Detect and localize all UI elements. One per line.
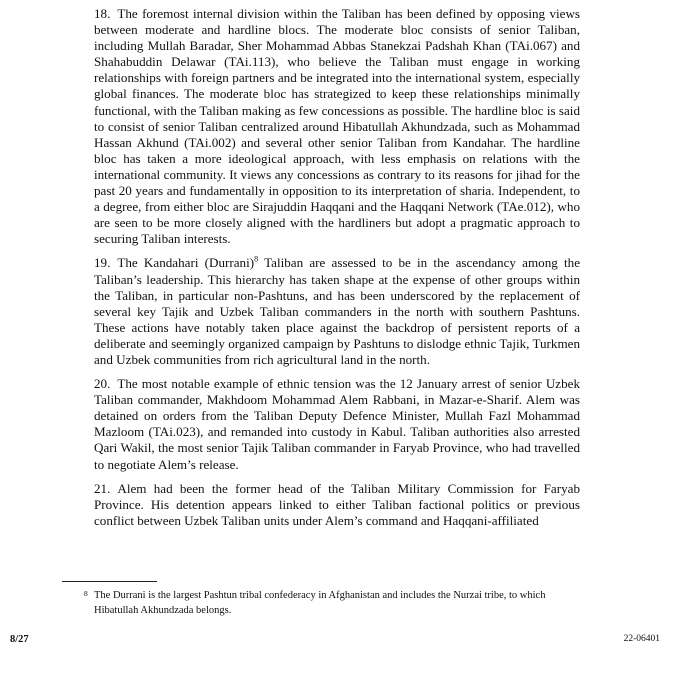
paragraph-number: 20.: [94, 376, 111, 392]
paragraph-18: [94, 6, 580, 247]
paragraph-text-end: Taliban are assessed to be in the ascendancy among the Taliban’s leadership. This hierarchy has taken shape at the expense of other groups within the Taliban, in particular non-Pashtuns, and has been underscored by the replacement of several key Tajik and Uzbek Taliban commanders in the north with southern Pashtuns. These actions have notably taken place against the backdrop of persistent reports of a deliberate and seemingly organized campaign by Pashtuns to dislodge ethnic Tajik, Turkmen and Uzbek communities from rich agricultural land in the north.: [94, 255, 581, 367]
paragraph-text: The most notable example of ethnic tension was the 12 January arrest of senior Uzbek Taliban commander, Makhdoom Mohammad Alem Rabbani, in Mazar-e-Sharif. Alem was detained on orders from the Taliban Deputy Defence Minister, Mullah Fazl Mohammad Mazloom (TAi.023), and remanded into custody in Kabul. Taliban authorities also arrested Qari Wakil, the most senior Tajik Taliban commander in Faryab Province, who had travelled to negotiate Alem’s release.: [94, 376, 580, 472]
document-code: 22-06401: [623, 634, 660, 644]
footnote-text: The Durrani is the largest Pashtun tribal confederacy in Afghanistan and includes the Nurzai tribe, to which Hibatullah Akhundzada belongs.: [94, 590, 546, 616]
paragraph-number: 18.: [94, 6, 111, 21]
paragraph-number: 21.: [94, 480, 111, 496]
paragraph-19: [94, 255, 580, 368]
page-number: 8/27: [10, 634, 29, 645]
footnote-mark: 8: [84, 589, 88, 598]
footnote: [84, 589, 564, 618]
footnote-reference[interactable]: 8: [254, 255, 259, 265]
footnote-divider: [62, 581, 157, 582]
paragraph-21: [94, 481, 580, 529]
paragraph-text-start: The Kandahari (Durrani): [117, 255, 255, 271]
paragraph-number: 19.: [94, 255, 111, 271]
paragraph-20: [94, 376, 580, 473]
paragraph-text: Alem had been the former head of the Taliban Military Commission for Faryab Province. His detention appears linked to either Taliban factional politics or previous conflict between Uzbek Taliban units under Alem’s command and Haqqani-affiliated: [94, 480, 580, 528]
body-text: [94, 6, 580, 537]
paragraph-text: The foremost internal division within the Taliban has been defined by opposing views between moderate and hardline blocs. The moderate bloc consists of senior Taliban, including Mullah Baradar, Sher Mohammad Abbas Stanekzai Padshah Khan (TAi.067) and Shahabuddin Delawar (TAi.113), who believe the Taliban must engage in working relationships with foreign partners and be integrated into the international system, especially global finances. The moderate bloc has strategized to keep these relationships minimally functional, with the Taliban making as few concessions as possible. The hardline bloc is said to consist of senior Taliban centralized around Hibatullah Akhundzada, such as Mohammad Hassan Akhund (TAi.002) and several other senior Taliban from Kandahar. The hardline bloc has taken a more ideological approach, with less emphasis on relations with the international community. It views any concessions as contrary to its reasons for jihad for the past 20 years and fundamentally in opposition to its interpretation of sharia. Independent, to a degree, from either bloc are Sirajuddin Haqqani and the Haqqani Network (TAe.012), who are seen to be more closely aligned with the hardliners but adopt a pragmatic approach to securing Taliban interests.: [94, 6, 580, 247]
